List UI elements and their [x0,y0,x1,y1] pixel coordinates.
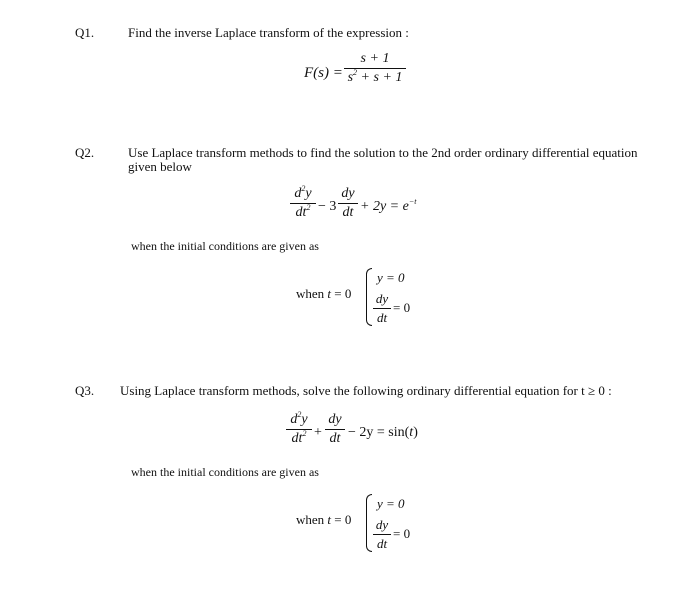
q2-text-line1: Use Laplace transform methods to find the solution to the 2nd order ordinary differential equation [128,145,638,160]
q2-brace [366,268,372,326]
q2-cond2-fraction: dy dt [373,291,391,326]
q2-op1: − 3 [318,199,337,214]
q3-label: Q3. [75,383,95,398]
q2-first-derivative: dy dt [338,186,358,221]
q1-fraction [344,51,406,86]
q2-conditions-intro: when the initial conditions are given as [131,239,319,253]
q3-first-derivative: dy dt [325,412,345,447]
q2-when: when t = 0 [296,286,352,301]
q1-text: Find the inverse Laplace transform of the expression : [128,25,409,40]
q3-brace [366,494,372,552]
q1-label: Q1. [75,25,95,40]
q2-cond2-eq: = 0 [393,300,411,315]
q3-text: Using Laplace transform methods, solve the following ordinary differential equation for t ≥ 0 : [120,383,612,398]
q3-when: when t = 0 [296,512,352,527]
q3-cond1: y = 0 [377,496,405,511]
q2-text-line2: given below [128,159,192,174]
q2-rest: + $2y = e^{-t}$ [360,197,417,214]
q1-denominator: $s^2 + s + 1$ [347,68,403,85]
q2-cond1: y = 0 [377,270,405,285]
q3-op1: + [314,425,322,440]
q2-second-derivative: $d^2y$ $dt^2$ [290,186,316,221]
q1-numerator: s + 1 [360,51,390,66]
q3-rest: − 2y = sin(t) [348,425,418,440]
q3-cond2-fraction: dy dt [373,517,391,552]
q3-second-derivative: $d^2y$ $dt^2$ [286,412,312,447]
q1-lhs: F(s) = [304,65,343,81]
q3-conditions-intro: when the initial conditions are given as [131,465,319,479]
q2-label: Q2. [75,145,95,160]
q3-cond2-eq: = 0 [393,526,411,541]
